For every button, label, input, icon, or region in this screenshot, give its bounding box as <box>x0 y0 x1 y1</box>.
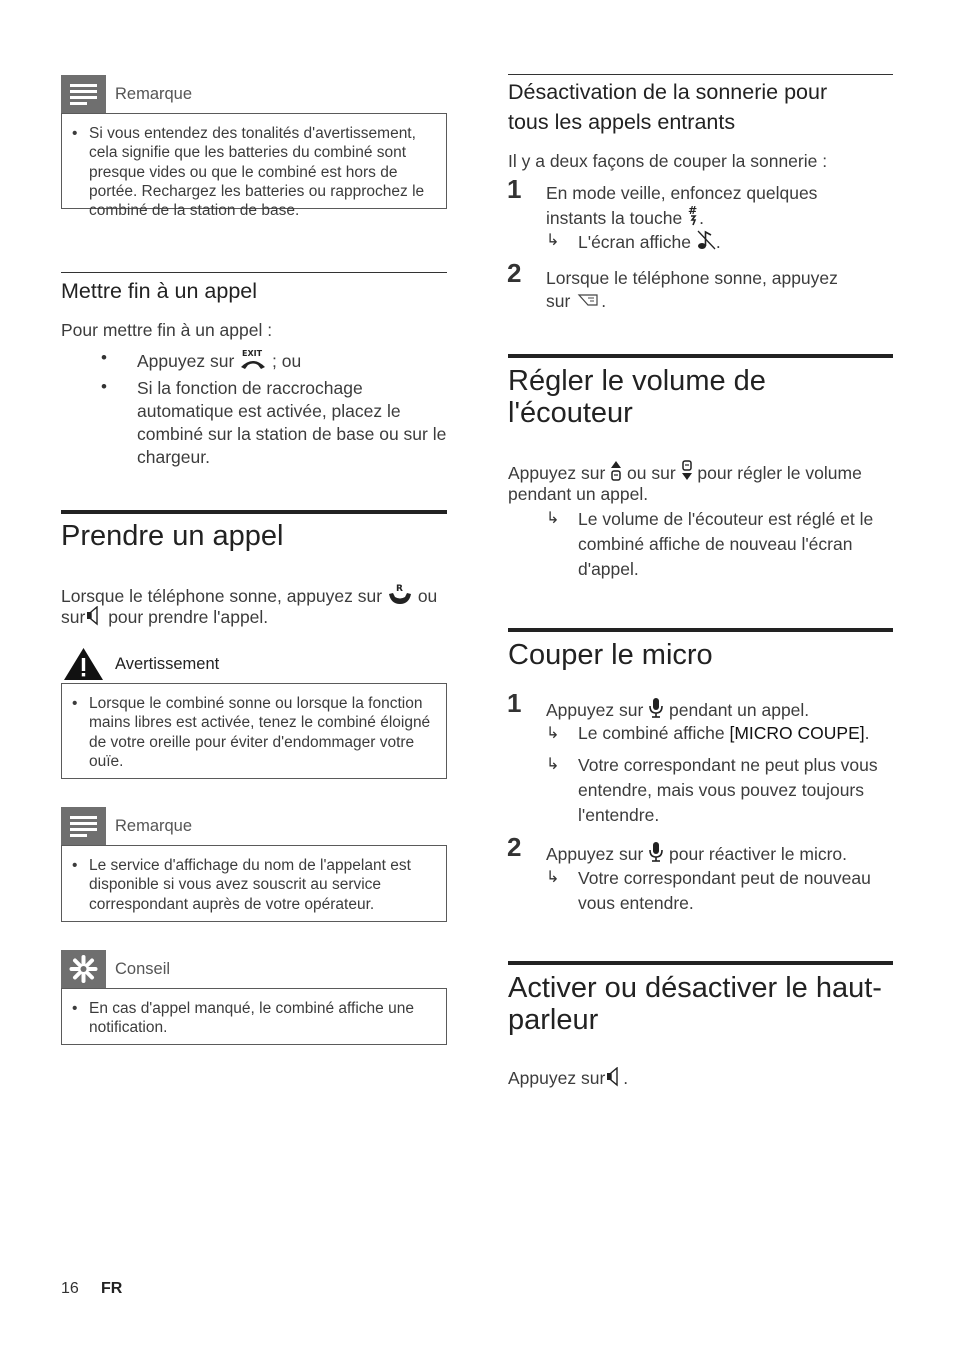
para-text: sur <box>546 291 571 311</box>
para-text: Appuyez sur <box>508 463 606 483</box>
para-text: pendant un appel. <box>669 700 810 720</box>
section-rule-thick <box>61 510 447 514</box>
warning-header <box>61 645 447 683</box>
heading-end-call: Mettre fin à un appel <box>61 279 258 303</box>
heading-take-call: Prendre un appel <box>61 520 284 552</box>
microphone-icon <box>648 697 664 725</box>
menu-softkey-icon <box>575 292 601 316</box>
para-text: Appuyez sur <box>546 844 644 864</box>
para-text: sur <box>61 607 86 627</box>
tip-icon <box>61 950 106 988</box>
step-number: 1 <box>507 688 522 718</box>
section-rule <box>61 272 447 273</box>
screen-message: [MICRO COUPE] <box>729 723 865 743</box>
section-rule <box>508 74 893 75</box>
step-number: 2 <box>507 832 522 862</box>
para-text: Appuyez sur <box>508 1068 606 1088</box>
mute-result-2: Votre correspondant ne peut plus vous entendre, mais vous pouvez toujours l'entendre. <box>578 755 878 825</box>
tip-box <box>61 950 447 1045</box>
step-number: 2 <box>507 258 522 288</box>
speaker-icon <box>85 606 103 632</box>
para-text: instants la touche <box>546 208 683 228</box>
warning-item: • Lorsque le combiné sonne ou lorsque la fonction mains libres est activée, tenez le combiné éloigné de votre oreille pour éviter d'endommager votre ouïe. <box>72 694 436 771</box>
section-rule-thick <box>508 354 893 358</box>
heading-speaker-line-1: Activer ou désactiver le haut- <box>508 972 882 1004</box>
note-box-caller-id <box>61 807 447 922</box>
volume-line-2: pendant un appel. <box>508 484 649 504</box>
para-text: ou sur <box>627 463 676 483</box>
result-arrow-icon: ↳ <box>546 869 560 886</box>
microphone-icon <box>648 841 664 869</box>
tip-body <box>61 988 447 1045</box>
silence-intro: Il y a deux façons de couper la sonnerie : <box>508 151 828 171</box>
note-body <box>61 845 447 922</box>
section-rule-thick <box>508 961 893 965</box>
warning-box <box>61 645 447 779</box>
heading-volume-line-1: Régler le volume de <box>508 365 766 397</box>
svg-text:#: # <box>688 205 698 217</box>
bullet-text: ; ou <box>272 351 302 371</box>
mute-step2 <box>546 841 847 869</box>
para-text: pour prendre l'appel. <box>108 607 269 627</box>
speaker-icon <box>605 1067 623 1093</box>
silence-step1-result: L'écran affiche . <box>578 229 721 257</box>
ringer-off-icon <box>696 229 716 257</box>
mute-result-3: Votre correspondant peut de nouveau vous entendre. <box>578 868 871 913</box>
bullet-text: Appuyez sur <box>137 351 235 371</box>
svg-text:EXIT: EXIT <box>242 349 263 358</box>
mute-step1 <box>546 697 809 725</box>
language-code: FR <box>101 1280 123 1297</box>
result-arrow-icon: ↳ <box>546 232 560 249</box>
heading-speaker-line-2: parleur <box>508 1004 599 1036</box>
end-call-bullet-1 <box>137 348 447 376</box>
svg-text:R: R <box>395 584 403 594</box>
warning-label: Avertissement <box>115 655 220 673</box>
note-icon <box>61 75 106 113</box>
volume-result: Le volume de l'écouteur est réglé et le combiné affiche de nouveau l'écran d'appel. <box>578 509 874 579</box>
heading-silence-line-2: tous les appels entrants <box>508 110 736 134</box>
silence-step2-line-1: Lorsque le téléphone sonne, appuyez <box>546 268 838 288</box>
result-arrow-icon: ↳ <box>546 510 560 527</box>
note-header <box>61 75 447 113</box>
take-call-line-2 <box>61 606 268 632</box>
bullet-marker: • <box>101 377 107 396</box>
heading-volume-line-2: l'écouteur <box>508 397 633 429</box>
note-label: Remarque <box>115 85 193 103</box>
tip-header <box>61 950 447 988</box>
para-text: pour réactiver le micro. <box>669 844 848 864</box>
para-text: Appuyez sur <box>546 700 644 720</box>
note-item: • Le service d'affichage du nom de l'appelant est disponible si vous avez souscrit au service correspondant auprès de votre opérateur. <box>72 856 436 914</box>
end-call-bullet-2: Si la fonction de raccrochage automatique est activée, placez le combiné sur la station de base ou sur le chargeur. <box>137 378 447 467</box>
warning-body <box>61 683 447 779</box>
speaker-line: Appuyez sur . <box>508 1067 628 1093</box>
warning-icon <box>61 645 106 683</box>
note-item: • Si vous entendez des tonalités d'avertissement, cela signifie que les batteries du combiné sont presque vides ou que le combiné est hors de portée. Rechargez les batteries ou rapprochez le combiné de la station de base. <box>72 124 436 220</box>
end-call-intro: Pour mettre fin à un appel : <box>61 320 273 340</box>
result-arrow-icon: ↳ <box>546 725 560 742</box>
volume-down-icon <box>681 460 693 488</box>
para-text: Lorsque le téléphone sonne, appuyez sur <box>61 586 383 606</box>
note-box-battery <box>61 75 447 220</box>
step-number: 1 <box>507 174 522 204</box>
heading-silence-line-1: Désactivation de la sonnerie pour <box>508 80 828 104</box>
para-text: Le combiné affiche <box>578 723 725 743</box>
silence-step1-line-2: instants la touche # . <box>546 205 704 233</box>
result-arrow-icon: ↳ <box>546 756 560 773</box>
heading-mute: Couper le micro <box>508 639 713 671</box>
bullet-marker: • <box>101 348 107 367</box>
silence-step2-line-2: sur . <box>546 290 606 316</box>
exit-end-call-icon <box>239 348 267 376</box>
section-rule-thick <box>508 628 893 632</box>
para-text: L'écran affiche <box>578 232 691 252</box>
note-label: Remarque <box>115 817 193 835</box>
note-icon <box>61 807 106 845</box>
tip-label: Conseil <box>115 960 171 978</box>
note-header <box>61 807 447 845</box>
para-text: pour régler le volume <box>697 463 862 483</box>
para-text: ou <box>417 586 438 606</box>
silence-step1-line-1: En mode veille, enfoncez quelques <box>546 183 818 203</box>
note-body <box>61 113 447 220</box>
page-number: 16 <box>61 1280 79 1297</box>
r-answer-icon <box>387 583 413 611</box>
mute-result-1: Le combiné affiche [MICRO COUPE]. <box>578 723 870 743</box>
tip-item: • En cas d'appel manqué, le combiné affiche une notification. <box>72 999 436 1038</box>
